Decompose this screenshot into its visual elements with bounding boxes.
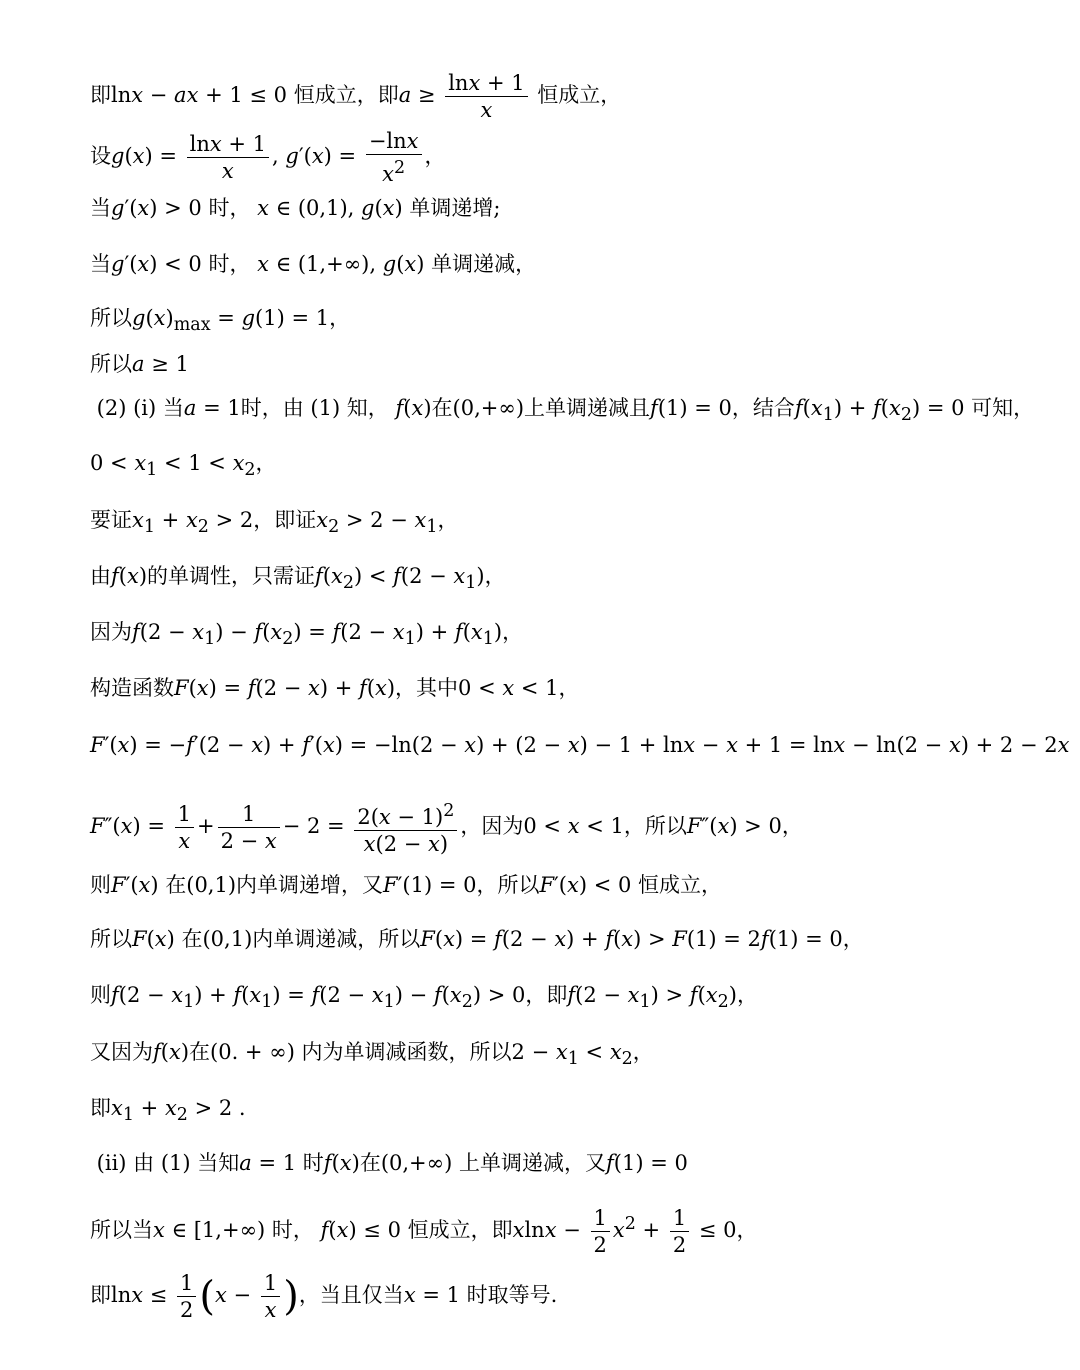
text-line: 所以当x ∈ [1,+∞) 时， f(x) ≤ 0 恒成立，即xlnx − $\frac{1}{2}$ $x^2$ + $\frac{1}{2}$ ≤ 0，	[90, 1206, 758, 1257]
text-line: (2) (i) 当a = 1时，由 (1) 知， f(x)在(0,+∞)上单调递减且f(1) = 0，结合$f(x_1) + f(x_2) = 0$ 可知，	[90, 396, 1035, 426]
text-line: 即lnx ≤ $\frac{1}{2}$ (x − $\frac{1}{x}$ )，当且仅当x = 1 时取等号.	[90, 1271, 558, 1322]
text-line: 所以a ≥ 1	[90, 352, 189, 376]
text-line: 当g′(x) > 0 时， x ∈ (0,1), g(x) 单调递增;	[90, 196, 501, 220]
text-line: 当g′(x) < 0 时， x ∈ (1,+∞), g(x) 单调递减，	[90, 252, 537, 276]
text-line: F″(x) = $\frac{1}{x}$ + $\frac{1}{2 - x}$ − 2 = $\frac{2(x - 1)^2}{x(2 - x)}$ ，因为0 < x < 1，所以F″(x) > 0，	[90, 798, 803, 857]
text-line: 构造函数F(x) = f(2 − x) + f(x)，其中0 < x < 1，	[90, 676, 580, 700]
text-line: 则$f(2 - x_1) + f(x_1) = f(2 - x_1) - f(x_2) > 0$，即$f(2 - x_1) > f(x_2)$，	[90, 983, 758, 1013]
text-line: 又因为f(x)在(0. + ∞) 内为单调减函数，所以$2 - x_1 < x_2$，	[90, 1040, 654, 1070]
text-line: F′(x) = −f′(2 − x) + f′(x) = −ln(2 − x) + (2 − x) − 1 + lnx − x + 1 = lnx − ln(2 − x) + 2 − 2x	[90, 733, 1070, 757]
text-line: 要证$x_1 + x_2 > 2$，即证$x_2 > 2 - x_1$，	[90, 508, 459, 538]
text-line: 由f(x)的单调性，只需证$f(x_2) < f(2 - x_1)$，	[90, 564, 506, 594]
text-line: $0 < x_1 < 1 < x_2$，	[90, 451, 277, 481]
text-line: 设g(x) = $\frac{\ln x + 1}{x}$ , g′(x) = $\frac{-\ln x}{x^2}$ ，	[90, 129, 446, 186]
text-line: 所以F(x) 在(0,1)内单调递减，所以F(x) = f(2 − x) + f(x) > F(1) = 2f(1) = 0，	[90, 927, 864, 951]
text-line: 因为$f(2 - x_1) - f(x_2) = f(2 - x_1) + f(x_1)$，	[90, 620, 524, 650]
text-line: (ii) 由 (1) 当知a = 1 时f(x)在(0,+∞) 上单调递减，又f(1) = 0	[90, 1151, 688, 1175]
text-line: 则F′(x) 在(0,1)内单调递增，又F′(1) = 0，所以F′(x) < 0 恒成立，	[90, 873, 723, 897]
text-line: 即lnx − ax + 1 ≤ 0 恒成立，即a ≥ $\frac{\ln x + 1}{x}$ 恒成立，	[90, 71, 622, 122]
text-line: 即$x_1 + x_2 > 2$ .	[90, 1096, 246, 1126]
text-line: 所以$g(x)_{max} = g(1) = 1$，	[90, 306, 351, 336]
